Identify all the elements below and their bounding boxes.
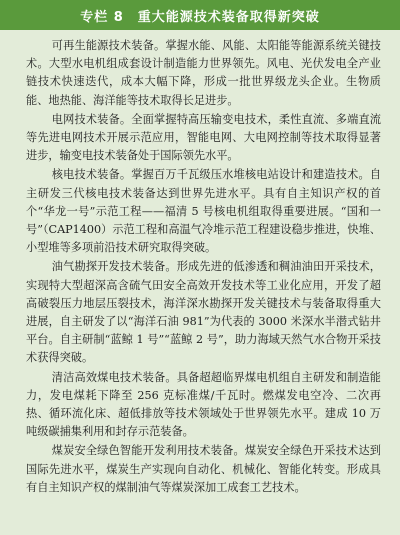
paragraph-nuclear: 核电技术装备。掌握百万千瓦级压水堆核电站设计和建造技术。自主研发三代核电技术装备达到世界先进水平。具有自主知识产权的首个“华龙一号”示范工程——福清 5 号核电机组取得重要进展。“国和一号”（CAP1400）示范工程和高温气冷堆示范工程建设稳步推进，快堆、小型堆等多项前沿技术研究取得突破。 xyxy=(26,168,381,255)
box-header xyxy=(0,0,400,30)
box-content xyxy=(26,37,381,498)
paragraph-coal-power: 清洁高效煤电技术装备。具备超超临界煤电机组自主研发和制造能力，发电煤耗下降至 256 克标准煤/千瓦时。燃煤发电空冷、二次再热、循环流化床、超低排放等技术领域处于世界领先水平。建成 10 万吨级碳捕集利用和封存示范装备。 xyxy=(26,370,381,439)
paragraph-oil-gas: 油气勘探开发技术装备。形成先进的低渗透和稠油油田开采技术，实现特大型超深高含硫气田安全高效开发技术等工业化应用，开发了超高破裂压力地层压裂技术，海洋深水勘探开发关键技术与装备取得重大进展，自主研发了以“海洋石油 981”为代表的 3000 米深水半潜式钻井平台。自主研制“蓝鲸 1 号”“蓝鲸 2 号”，助力海域天然气水合物开采技术获得突破。 xyxy=(26,260,381,365)
paragraph-grid: 电网技术装备。全面掌握特高压输变电技术，柔性直流、多端直流等先进电网技术开展示范应用，智能电网、大电网控制等技术取得显著进步，输变电技术装备处于国际领先水平。 xyxy=(26,112,381,163)
box-label: 专栏 8 xyxy=(80,9,124,25)
paragraph-renewable: 可再生能源技术装备。掌握水能、风能、太阳能等能源系统关键技术。大型水电机组成套设计制造能力世界领先。风电、光伏发电全产业链技术快速迭代，成本大幅下降，形成一批世界级龙头企业。生物质能、地热能、海洋能等技术取得长足进步。 xyxy=(26,39,381,107)
paragraph-coal-mining: 煤炭安全绿色智能开发利用技术装备。煤炭安全绿色开采技术达到国际先进水平，煤炭生产实现向自动化、机械化、智能化转变。形成具有自主知识产权的煤制油气等煤炭深加工成套工艺技术。 xyxy=(26,444,381,494)
box-title xyxy=(80,6,320,25)
box-heading: 重大能源技术装备取得新突破 xyxy=(137,9,320,25)
